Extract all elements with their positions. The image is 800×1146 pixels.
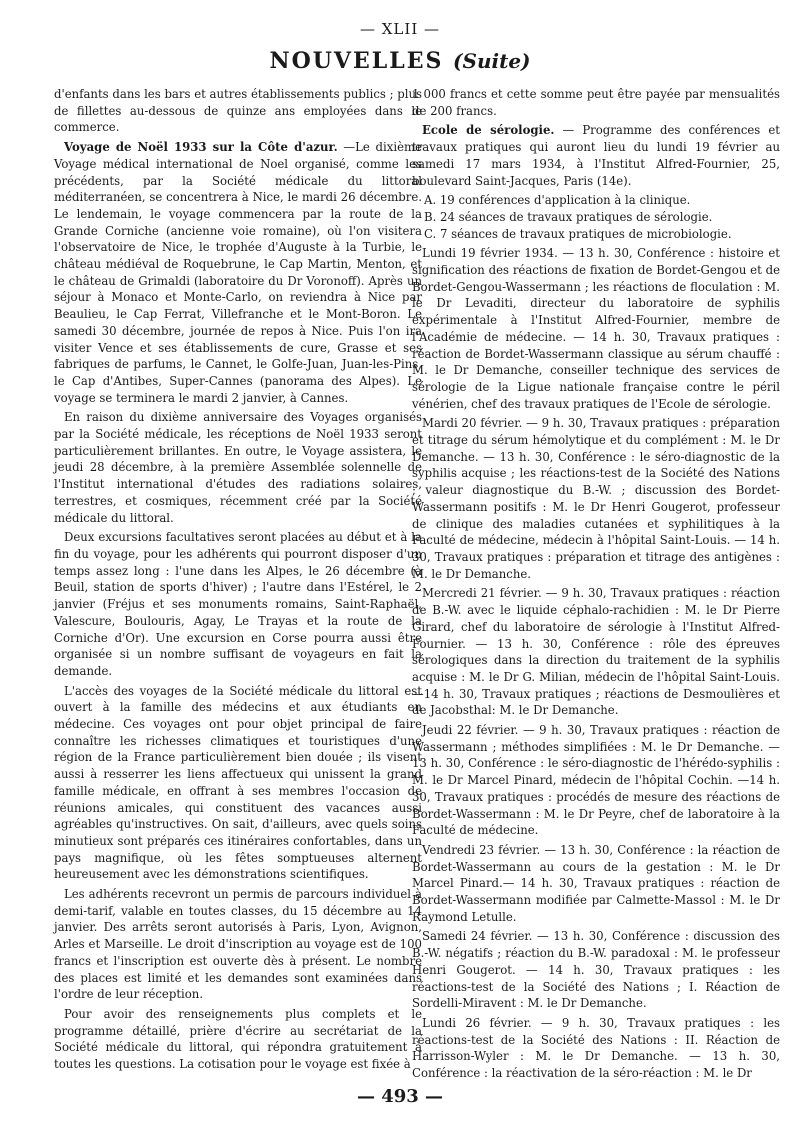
paragraph-schedule-day: Lundi 26 février. — 9 h. 30, Travaux pratiques : les réactions-test de la Société des Nations : II. Réaction de Harrisson-Wyler : M. le Dr Demanche. — 13 h. 30, Conférence : la réactivation de la séro-réaction : M. le Dr [412, 1015, 780, 1081]
paragraph-heading: Voyage de Noël 1933 sur la Côte d'azur. [64, 140, 338, 155]
section-title-suite: (Suite) [453, 49, 531, 73]
paragraph: L'accès des voyages de la Société médicale du littoral est ouvert à la famille des médecins et aux étudiants en médecine. Ces voyages ont pour objet principal de faire connaître les richesses climatiques et touristiques d'une région de la France particulièrement bien douée ; ils visent aussi à resserrer les liens affectueux qui unissent la grand famille médicale, en offrant à ses membres l'occasion de réunions amicales, qui constituent des vacances aussi agréables qu'instructives. On sait, d'ailleurs, avec quels soins minutieux sont préparés ces itinéraires confortables, dans un pays magnifique, où les fêtes somptueuses alternent heureusement avec les démonstrations scientifiques. [54, 683, 422, 882]
paragraph: 1 000 francs et cette somme peut être payée par mensualités de 200 francs. [412, 87, 780, 118]
paragraph-voyage-noel [54, 139, 422, 406]
paragraph-schedule-day: Mercredi 21 février. — 9 h. 30, Travaux pratiques : réaction de B.-W. avec le liquide céphalo-rachidien : M. le Dr Pierre Girard, chef du laboratoire de sérologie à l'Institut Alfred-Fournier. — 13 h. 30, Conférence : rôle des épreuves sérologiques dans la direction du traitement de la syphilis acquise : M. le Dr G. Milian, médecin de l'hôpital Saint-Louis. —14 h. 30, Travaux pratiques ; réactions de Desmoulières et de Jacobsthal: M. le Dr Demanche. [412, 586, 780, 718]
list-item: C. 7 séances de travaux pratiques de microbiologie. [424, 226, 732, 241]
paragraph-schedule-day: Lundi 19 février 1934. — 13 h. 30, Conférence : histoire et signification des réactions de fixation de Bordet-Gengou et de Bordet-Gengou-Wassermann ; les réactions de floculation : M. le Dr Levaditi, directeur du laboratoire de syphilis expérimentale à l'Institut Alfred-Fournier, membre de l'Académie de médecine. — 14 h. 30, Travaux pratiques : réaction de Bordet-Wassermann classique au sérum chauffé : M. le Dr Demanche, conseiller technique des services de sérologie de la Ligue nationale française contre le péril vénérien, chef des travaux pratiques de l'Ecole de sérologie. [412, 246, 780, 411]
paragraph-body: — Programme des conférences et travaux pratiques qui auront lieu du lundi 19 février au samedi 17 mars 1934, à l'Institut Alfred-Fournier, 25, boulevard Saint-Jacques, Paris (14e). [412, 123, 780, 188]
section-title [0, 48, 800, 74]
section-title-text: NOUVELLES [269, 48, 444, 74]
paragraph-schedule-day: Vendredi 23 février. — 13 h. 30, Conférence : la réaction de Bordet-Wassermann au cours de la gestation : M. le Dr Marcel Pinard.— 14 h. 30, Travaux pratiques : réaction de Bordet-Wassermann modifiée par Calmette-Massol : M. le Dr Raymond Letulle. [412, 842, 780, 924]
paragraph: d'enfants dans les bars et autres établissements publics ; plus de fillettes au-dessous de quinze ans employées dans le commerce. [54, 87, 422, 135]
right-column [412, 86, 780, 1085]
paragraph-schedule-day: Mardi 20 février. — 9 h. 30, Travaux pratiques : préparation et titrage du sérum hémolytique et du complément : M. le Dr Demanche. — 13 h. 30, Conférence : le séro-diagnostic de la syphilis acquise ; les réactions-test de la Société des Nations ; valeur diagnostique du B.-W. ; discussion des Bordet-Wassermann positifs : M. le Dr Henri Gougerot, professeur de clinique des maladies cutanées et syphilitiques à la Faculté de médecine, médecin à l'hôpital Saint-Louis. — 14 h. 30, Travaux pratiques : préparation et titrage des antigènes : M. le Dr Demanche. [412, 416, 780, 581]
paragraph-body: —Le dixième Voyage médical international de Noel organisé, comme les précédents, par la Société médicale du littoral méditerranéen, se concentrera à Nice, le mardi 26 décembre. Le lendemain, le voyage commencera par la route de la Grande Corniche (ancienne voie romaine), où l'on visitera l'observatoire de Nice, le trophée d'Auguste à la Turbie, le château médiéval de Roquebrune, le Cap Martin, Menton, et le château de Grimaldi (laboratoire du Dr Voronoff). Après un séjour à Monaco et Monte-Carlo, on reviendra à Nice par Beaulieu, le Cap Ferrat, Villefranche et le Mont-Boron. Le samedi 30 décembre, journée de repos à Nice. Puis l'on ira visiter Vence et ses établissements de cure, Grasse et ses fabriques de parfums, le Cannet, le Golfe-Juan, Juan-les-Pins, le Cap d'Antibes, Super-Cannes (panorama des Alpes). Le voyage se terminera le mardi 2 janvier, à Cannes. [54, 140, 422, 405]
paragraph-schedule-day: Jeudi 22 février. — 9 h. 30, Travaux pratiques : réaction de Wassermann ; méthodes simplifiées : M. le Dr Demanche. —13 h. 30, Conférence : le séro-diagnostic de l'hérédo-syphilis : M. le Dr Marcel Pinard, médecin de l'hôpital Cochin. —14 h. 30, Travaux pratiques : procédés de mesure des réactions de Bordet-Wassermann : M. le Dr Peyre, chef de laboratoire à la Faculté de médecine. [412, 723, 780, 838]
list-item: A. 19 conférences d'application à la clinique. [424, 193, 691, 208]
roman-page-number: — XLII — [359, 20, 441, 38]
paragraph-heading: Ecole de sérologie. [422, 123, 555, 138]
left-column [54, 86, 422, 1076]
paragraph: En raison du dixième anniversaire des Voyages organisés par la Société médicale, les réceptions de Noël 1933 seront particulièrement brillantes. En outre, le Voyage assistera, le jeudi 28 décembre, à la première Assemblée solennelle de l'Institut international d'études des radiations solaires, terrestres, et cosmiques, récemment créé par la Société médicale du littoral. [54, 410, 422, 525]
paragraph-schedule-day: Samedi 24 février. — 13 h. 30, Conférence : discussion des B.-W. négatifs ; réaction du B.-W. paradoxal : M. le professeur Henri Gougerot. — 14 h. 30, Travaux pratiques : les réactions-test de la Société des Nations ; I. Réaction de Sordelli-Miravent : M. le Dr Demanche. [412, 929, 780, 1011]
paragraph-ecole-serologie [412, 122, 780, 189]
paragraph: Deux excursions facultatives seront placées au début et à la fin du voyage, pour les adhérents qui pourront disposer d'un temps assez long : l'une dans les Alpes, le 26 décembre (à Beuil, station de sports d'hiver) ; l'autre dans l'Estérel, le 2 janvier (Fréjus et ses monuments romains, Saint-Raphaël, Valescure, Boulouris, Agay, Le Trayas et la route de la Corniche d'Or). Une excursion en Corse pourra aussi être organisée si un nombre suffisant de voyageurs en fait la demande. [54, 530, 422, 678]
list-item: B. 24 séances de travaux pratiques de sérologie. [424, 209, 713, 224]
page-number: — 493 — [356, 1086, 444, 1107]
paragraph: Pour avoir des renseignements plus complets et le programme détaillé, prière d'écrire au secrétariat de la Société médicale du littoral, qui répondra gratuitement à toutes les questions. La cotisation pour le voyage est fixée à [54, 1006, 422, 1072]
paragraph: Les adhérents recevront un permis de parcours individuel à demi-tarif, valable en toutes classes, du 15 décembre au 14 janvier. Des arrêts seront autorisés à Paris, Lyon, Avignon, Arles et Marseille. Le droit d'inscription au voyage est de 100 francs et l'inscription est ouverte dès à présent. Le nombre des places est limité et les demandes sont examinées dans l'ordre de leur réception. [54, 887, 422, 1002]
